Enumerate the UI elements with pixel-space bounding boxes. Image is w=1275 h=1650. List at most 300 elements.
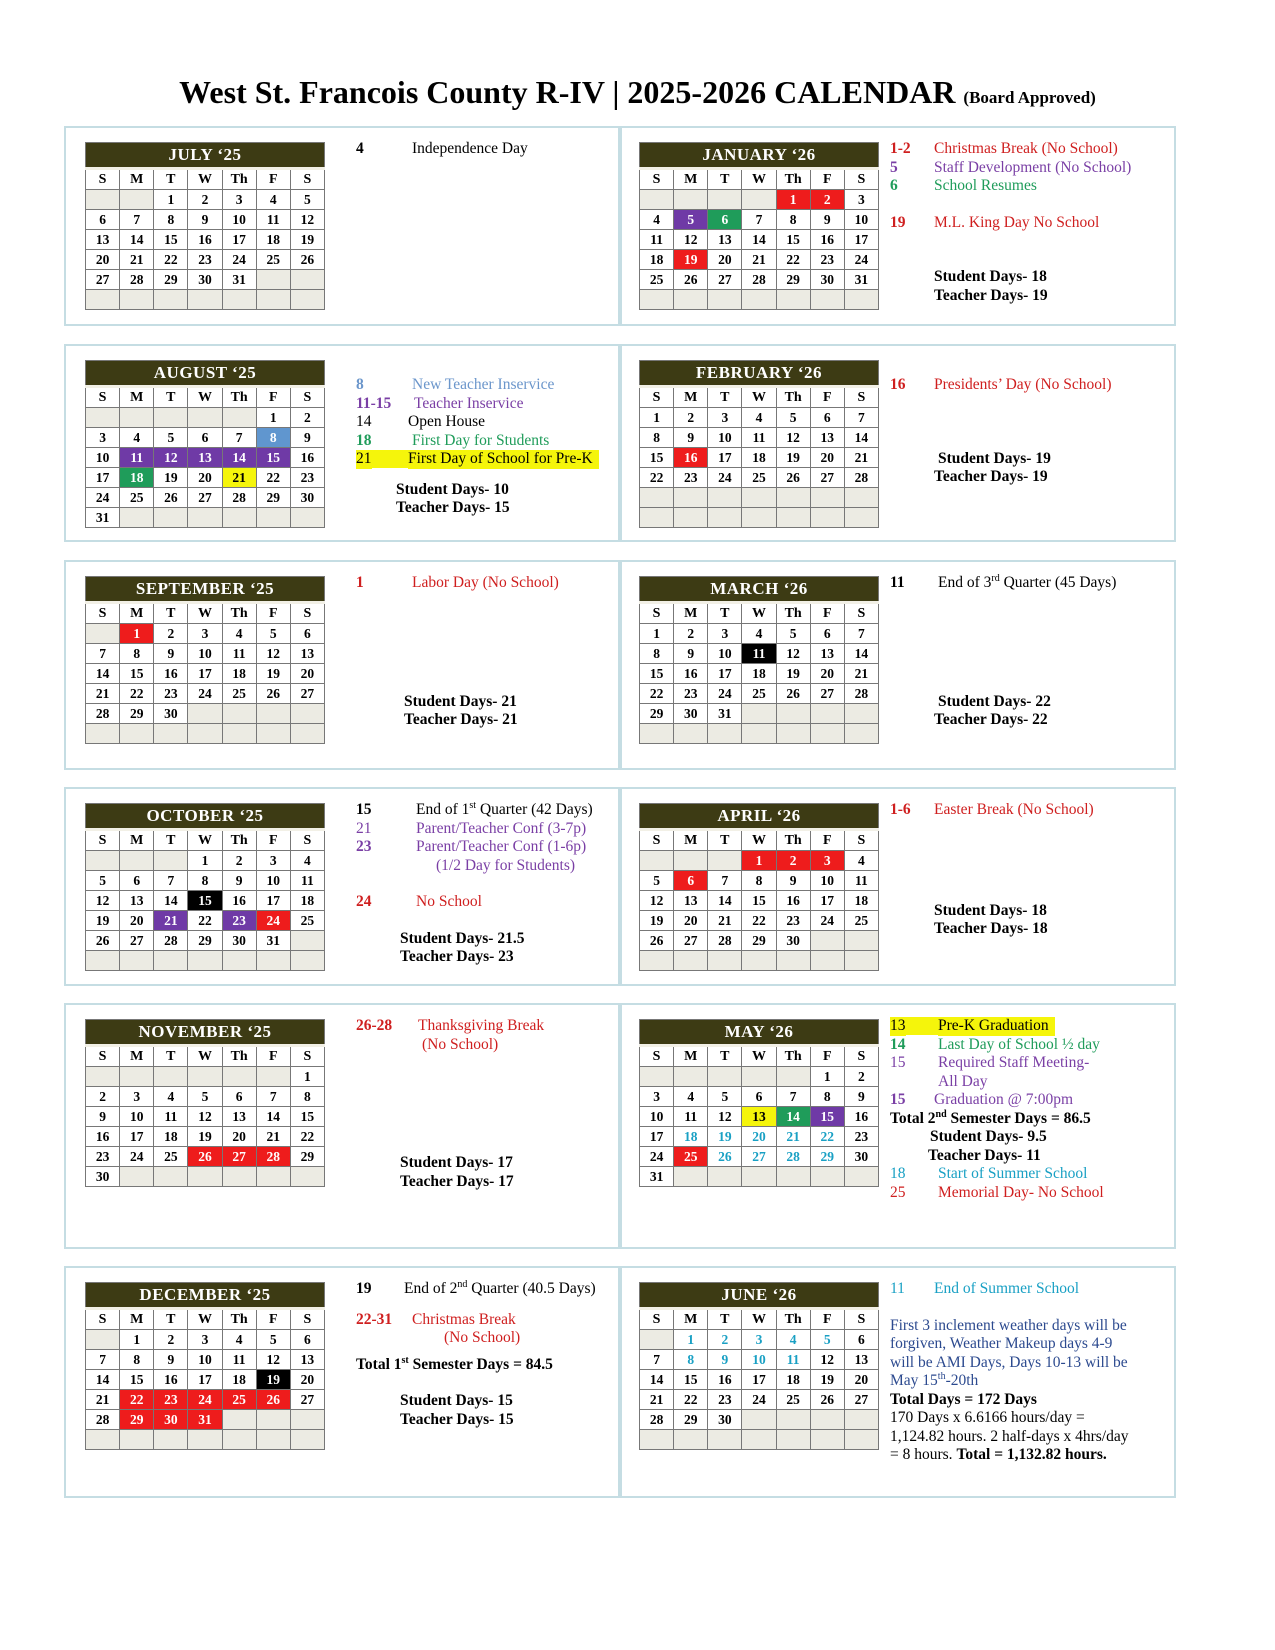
empty-day-cell <box>742 1167 776 1187</box>
day-cell: 22 <box>640 468 674 488</box>
empty-day-cell <box>86 1430 120 1450</box>
day-cell: 2 <box>290 408 324 428</box>
month-panel <box>64 126 622 326</box>
note-line <box>356 801 614 820</box>
day-cell: 21 <box>742 250 776 270</box>
day-cell: 18 <box>290 891 324 911</box>
day-cell: 29 <box>188 931 222 951</box>
month-notes <box>356 358 614 518</box>
weekday-header: F <box>810 387 844 408</box>
empty-day-cell <box>776 1067 810 1087</box>
day-cell: 14 <box>844 644 878 664</box>
day-cell: 1 <box>776 190 810 210</box>
day-cell: 28 <box>708 931 742 951</box>
empty-day-cell <box>222 1067 256 1087</box>
day-cell: 18 <box>256 230 290 250</box>
day-cell: 25 <box>256 250 290 270</box>
day-cell: 20 <box>222 1127 256 1147</box>
month-panel <box>64 1266 622 1498</box>
day-cell: 23 <box>708 1390 742 1410</box>
month-name: SEPTEMBER ‘25 <box>86 577 325 603</box>
day-cell: 18 <box>120 468 154 488</box>
note-line <box>890 468 1150 487</box>
week-row <box>640 250 879 270</box>
week-row <box>86 488 325 508</box>
note-text: Teacher Days- 11 <box>928 1146 1041 1164</box>
note-line <box>890 1017 1150 1036</box>
day-cell: 17 <box>188 664 222 684</box>
weekday-header: W <box>742 169 776 190</box>
note-text: Open House <box>408 413 486 430</box>
note-line <box>356 711 614 730</box>
day-cell: 27 <box>290 1390 324 1410</box>
week-row <box>640 891 879 911</box>
empty-day-cell <box>844 1410 878 1430</box>
week-row <box>640 1430 879 1450</box>
weekday-header: T <box>154 387 188 408</box>
week-row <box>86 1350 325 1370</box>
day-cell: 30 <box>708 1410 742 1430</box>
month-panel <box>618 560 1176 770</box>
empty-day-cell <box>742 488 776 508</box>
day-cell: 11 <box>222 644 256 664</box>
day-cell: 30 <box>674 704 708 724</box>
empty-day-cell <box>120 1067 154 1087</box>
day-cell: 7 <box>154 871 188 891</box>
day-cell: 11 <box>844 871 878 891</box>
day-cell: 29 <box>810 1147 844 1167</box>
empty-day-cell <box>742 290 776 310</box>
board-approved-label: (Board Approved) <box>963 88 1096 107</box>
day-cell: 4 <box>256 190 290 210</box>
note-text: Student Days- 18 <box>934 268 1047 285</box>
weekday-header: S <box>640 169 674 190</box>
note-line <box>356 1036 614 1055</box>
day-cell: 31 <box>640 1167 674 1187</box>
week-row <box>86 270 325 290</box>
note-text: Teacher Days- 19 <box>934 468 1048 485</box>
day-cell: 14 <box>222 448 256 468</box>
day-cell: 6 <box>742 1087 776 1107</box>
day-cell: 6 <box>674 871 708 891</box>
day-cell: 23 <box>674 468 708 488</box>
week-row <box>640 210 879 230</box>
day-cell: 19 <box>810 1370 844 1390</box>
month-panel <box>618 1266 1176 1498</box>
note-line <box>890 214 1150 233</box>
day-cell: 14 <box>742 230 776 250</box>
day-cell: 21 <box>222 468 256 488</box>
day-cell: 4 <box>222 1330 256 1350</box>
empty-day-cell <box>810 1430 844 1450</box>
note-spacer <box>356 912 614 930</box>
day-cell: 17 <box>844 230 878 250</box>
day-cell: 5 <box>776 624 810 644</box>
week-row <box>86 210 325 230</box>
day-cell: 1 <box>742 851 776 871</box>
day-cell: 31 <box>222 270 256 290</box>
weekday-header: S <box>290 1309 324 1330</box>
empty-day-cell <box>776 1430 810 1450</box>
weekday-header: F <box>810 1046 844 1067</box>
note-spacer <box>356 1299 614 1311</box>
day-cell: 10 <box>810 871 844 891</box>
week-row <box>86 871 325 891</box>
weekday-header: W <box>188 1046 222 1067</box>
note-text: Labor Day (No School) <box>412 574 559 591</box>
month-calendar-table <box>639 576 879 744</box>
note-text: Student Days- 17 <box>400 1154 513 1171</box>
day-cell: 21 <box>640 1390 674 1410</box>
note-date: 13 <box>890 1017 906 1034</box>
day-cell: 31 <box>256 931 290 951</box>
weekday-header: F <box>256 603 290 624</box>
day-cell: 7 <box>86 1350 120 1370</box>
empty-day-cell <box>674 724 708 744</box>
note-text: First 3 inclement weather days will be <box>890 1316 1127 1334</box>
empty-day-cell <box>222 408 256 428</box>
day-cell: 15 <box>120 664 154 684</box>
day-cell: 6 <box>188 428 222 448</box>
empty-day-cell <box>810 508 844 528</box>
empty-day-cell <box>674 1067 708 1087</box>
day-cell: 8 <box>154 210 188 230</box>
note-text: May 15th-20th <box>890 1370 979 1389</box>
empty-day-cell <box>222 724 256 744</box>
day-cell: 27 <box>742 1147 776 1167</box>
day-cell: 4 <box>290 851 324 871</box>
day-cell: 26 <box>256 684 290 704</box>
note-line <box>890 693 1150 712</box>
empty-day-cell <box>256 508 290 528</box>
day-cell: 20 <box>742 1127 776 1147</box>
day-cell: 28 <box>256 1147 290 1167</box>
day-cell: 22 <box>290 1127 324 1147</box>
day-cell: 30 <box>776 931 810 951</box>
day-cell: 14 <box>86 664 120 684</box>
day-cell: 6 <box>120 871 154 891</box>
day-cell: 30 <box>290 488 324 508</box>
note-line <box>356 376 614 395</box>
day-cell: 26 <box>810 1390 844 1410</box>
note-text: Required Staff Meeting- <box>938 1054 1090 1071</box>
note-date: 4 <box>356 140 364 157</box>
day-cell: 13 <box>742 1107 776 1127</box>
day-cell: 14 <box>776 1107 810 1127</box>
day-cell: 3 <box>86 428 120 448</box>
weekday-header: Th <box>222 169 256 190</box>
week-row <box>86 230 325 250</box>
day-cell: 2 <box>776 851 810 871</box>
day-cell: 16 <box>154 1370 188 1390</box>
week-row <box>640 468 879 488</box>
empty-day-cell <box>776 1167 810 1187</box>
empty-day-cell <box>154 1167 188 1187</box>
day-cell: 18 <box>222 1370 256 1390</box>
day-cell: 5 <box>776 408 810 428</box>
day-cell: 27 <box>222 1147 256 1167</box>
day-cell: 16 <box>154 664 188 684</box>
note-text: 1,124.82 hours. 2 half-days x 4hrs/day <box>890 1427 1129 1445</box>
empty-day-cell <box>674 290 708 310</box>
day-cell: 4 <box>844 851 878 871</box>
day-cell: 2 <box>810 190 844 210</box>
day-cell: 23 <box>154 684 188 704</box>
note-text: Last Day of School ½ day <box>938 1035 1100 1053</box>
day-cell: 26 <box>154 488 188 508</box>
day-cell: 30 <box>222 931 256 951</box>
weekday-header: T <box>154 1309 188 1330</box>
day-cell: 31 <box>86 508 120 528</box>
month-notes <box>356 574 614 730</box>
note-text: School Resumes <box>934 177 1037 194</box>
day-cell: 24 <box>222 250 256 270</box>
day-cell: 29 <box>154 270 188 290</box>
day-cell: 5 <box>188 1087 222 1107</box>
day-cell: 15 <box>120 1370 154 1390</box>
day-cell: 29 <box>742 931 776 951</box>
note-text: Teacher Days- 19 <box>934 286 1048 304</box>
month-name: MAY ‘26 <box>640 1020 879 1046</box>
day-cell: 3 <box>222 190 256 210</box>
empty-day-cell <box>674 1430 708 1450</box>
day-cell: 7 <box>222 428 256 448</box>
note-date: 8 <box>356 376 364 393</box>
note-date: 16 <box>890 376 906 393</box>
day-cell: 25 <box>844 911 878 931</box>
weekday-header: T <box>708 830 742 851</box>
day-cell: 15 <box>290 1107 324 1127</box>
empty-day-cell <box>120 951 154 971</box>
note-line <box>890 1036 1150 1055</box>
weekday-header: S <box>86 603 120 624</box>
week-row <box>86 704 325 724</box>
empty-day-cell <box>290 931 324 951</box>
empty-day-cell <box>742 951 776 971</box>
note-line <box>890 1147 1150 1166</box>
week-row <box>86 891 325 911</box>
weekday-header: S <box>844 387 878 408</box>
week-row <box>640 1067 879 1087</box>
note-date: 11 <box>890 574 905 591</box>
empty-day-cell <box>120 290 154 310</box>
day-cell: 18 <box>844 891 878 911</box>
note-text: Student Days- 21.5 <box>400 929 525 947</box>
month-name: AUGUST ‘25 <box>86 361 325 387</box>
weekday-header: F <box>810 1309 844 1330</box>
empty-day-cell <box>256 951 290 971</box>
weekday-header: M <box>674 1046 708 1067</box>
note-line <box>890 920 1150 939</box>
day-cell: 29 <box>256 488 290 508</box>
day-cell: 24 <box>844 250 878 270</box>
empty-day-cell <box>640 1430 674 1450</box>
day-cell: 26 <box>708 1147 742 1167</box>
day-cell: 2 <box>674 624 708 644</box>
day-cell: 13 <box>810 428 844 448</box>
note-text: First Day of School for Pre-K <box>408 450 599 469</box>
day-cell: 17 <box>640 1127 674 1147</box>
day-cell: 13 <box>86 230 120 250</box>
day-cell: 23 <box>222 911 256 931</box>
week-row <box>640 1167 879 1187</box>
note-line <box>356 930 614 949</box>
day-cell: 9 <box>154 644 188 664</box>
day-cell: 2 <box>844 1067 878 1087</box>
note-line <box>890 1372 1150 1391</box>
empty-day-cell <box>188 724 222 744</box>
empty-day-cell <box>742 508 776 528</box>
empty-day-cell <box>86 724 120 744</box>
empty-day-cell <box>844 951 878 971</box>
weekday-header: W <box>188 169 222 190</box>
week-row <box>86 290 325 310</box>
note-date: 15 <box>890 1091 906 1108</box>
note-spacer <box>890 1299 1150 1317</box>
weekday-header: Th <box>776 169 810 190</box>
weekday-header: F <box>810 169 844 190</box>
day-cell: 16 <box>86 1127 120 1147</box>
weekday-header: W <box>742 387 776 408</box>
note-text: (1/2 Day for Students) <box>436 856 576 874</box>
day-cell: 16 <box>674 664 708 684</box>
month-panel <box>618 787 1176 986</box>
day-cell: 18 <box>640 250 674 270</box>
day-cell: 22 <box>674 1390 708 1410</box>
day-cell: 14 <box>640 1370 674 1390</box>
empty-day-cell <box>810 1410 844 1430</box>
empty-day-cell <box>776 704 810 724</box>
day-cell: 20 <box>86 250 120 270</box>
empty-day-cell <box>222 951 256 971</box>
note-line <box>356 1356 614 1375</box>
empty-day-cell <box>188 408 222 428</box>
note-line <box>890 1165 1150 1184</box>
day-cell: 21 <box>256 1127 290 1147</box>
week-row <box>640 871 879 891</box>
weekday-header: S <box>86 169 120 190</box>
empty-day-cell <box>640 508 674 528</box>
note-text: Presidents’ Day (No School) <box>934 376 1112 393</box>
weekday-header: T <box>708 1309 742 1330</box>
day-cell: 12 <box>256 1350 290 1370</box>
week-row <box>640 1107 879 1127</box>
day-cell: 11 <box>256 210 290 230</box>
day-cell: 18 <box>222 664 256 684</box>
day-cell: 18 <box>742 664 776 684</box>
day-cell: 21 <box>86 684 120 704</box>
day-cell: 8 <box>674 1350 708 1370</box>
day-cell: 24 <box>810 911 844 931</box>
empty-day-cell <box>222 508 256 528</box>
note-line <box>890 1110 1150 1129</box>
note-line <box>890 1091 1150 1110</box>
day-cell: 29 <box>776 270 810 290</box>
day-cell: 11 <box>742 428 776 448</box>
empty-day-cell <box>674 851 708 871</box>
day-cell: 4 <box>674 1087 708 1107</box>
day-cell: 4 <box>742 624 776 644</box>
weekday-header: S <box>640 830 674 851</box>
day-cell: 10 <box>188 644 222 664</box>
weekday-header: T <box>154 169 188 190</box>
empty-day-cell <box>708 488 742 508</box>
note-date: 11-15 <box>356 394 392 412</box>
month-panel <box>64 344 622 542</box>
empty-day-cell <box>120 851 154 871</box>
day-cell: 23 <box>844 1127 878 1147</box>
day-cell: 13 <box>844 1350 878 1370</box>
week-row <box>640 931 879 951</box>
day-cell: 1 <box>120 624 154 644</box>
weekday-header: M <box>120 387 154 408</box>
note-line <box>890 268 1150 287</box>
weekday-header: F <box>256 830 290 851</box>
day-cell: 15 <box>256 448 290 468</box>
empty-day-cell <box>120 1430 154 1450</box>
month-name: MARCH ‘26 <box>640 577 879 603</box>
day-cell: 12 <box>86 891 120 911</box>
day-cell: 10 <box>844 210 878 230</box>
day-cell: 1 <box>674 1330 708 1350</box>
month-name: JUNE ‘26 <box>640 1283 879 1309</box>
weekday-header: S <box>86 830 120 851</box>
day-cell: 20 <box>810 448 844 468</box>
day-cell: 24 <box>640 1147 674 1167</box>
note-line <box>890 801 1150 820</box>
month-notes <box>356 140 614 159</box>
day-cell: 30 <box>154 704 188 724</box>
empty-day-cell <box>776 508 810 528</box>
day-cell: 10 <box>256 871 290 891</box>
weekday-header: W <box>188 1309 222 1330</box>
day-cell: 3 <box>640 1087 674 1107</box>
month-name: JULY ‘25 <box>86 143 325 169</box>
day-cell: 15 <box>810 1107 844 1127</box>
week-row <box>86 851 325 871</box>
day-cell: 24 <box>120 1147 154 1167</box>
weekday-header: S <box>86 1309 120 1330</box>
weekday-header: M <box>674 1309 708 1330</box>
note-text: Student Days- 22 <box>938 692 1051 710</box>
day-cell: 17 <box>188 1370 222 1390</box>
day-cell: 3 <box>188 1330 222 1350</box>
week-row <box>640 664 879 684</box>
day-cell: 17 <box>222 230 256 250</box>
day-cell: 29 <box>120 1410 154 1430</box>
note-text: (No School) <box>422 1035 499 1053</box>
day-cell: 23 <box>86 1147 120 1167</box>
day-cell: 27 <box>188 488 222 508</box>
day-cell: 10 <box>742 1350 776 1370</box>
day-cell: 30 <box>844 1147 878 1167</box>
empty-day-cell <box>120 190 154 210</box>
note-line <box>356 432 614 451</box>
empty-day-cell <box>222 1167 256 1187</box>
note-spacer <box>356 1054 614 1154</box>
note-text: Student Days- 9.5 <box>930 1128 1047 1145</box>
note-date: 18 <box>890 1165 906 1182</box>
day-cell: 15 <box>188 891 222 911</box>
empty-day-cell <box>222 704 256 724</box>
week-row <box>86 644 325 664</box>
week-row <box>86 1107 325 1127</box>
weekday-header: T <box>708 387 742 408</box>
note-spacer <box>890 196 1150 214</box>
weekday-header: F <box>256 1046 290 1067</box>
day-cell: 18 <box>742 448 776 468</box>
day-cell: 26 <box>256 1390 290 1410</box>
